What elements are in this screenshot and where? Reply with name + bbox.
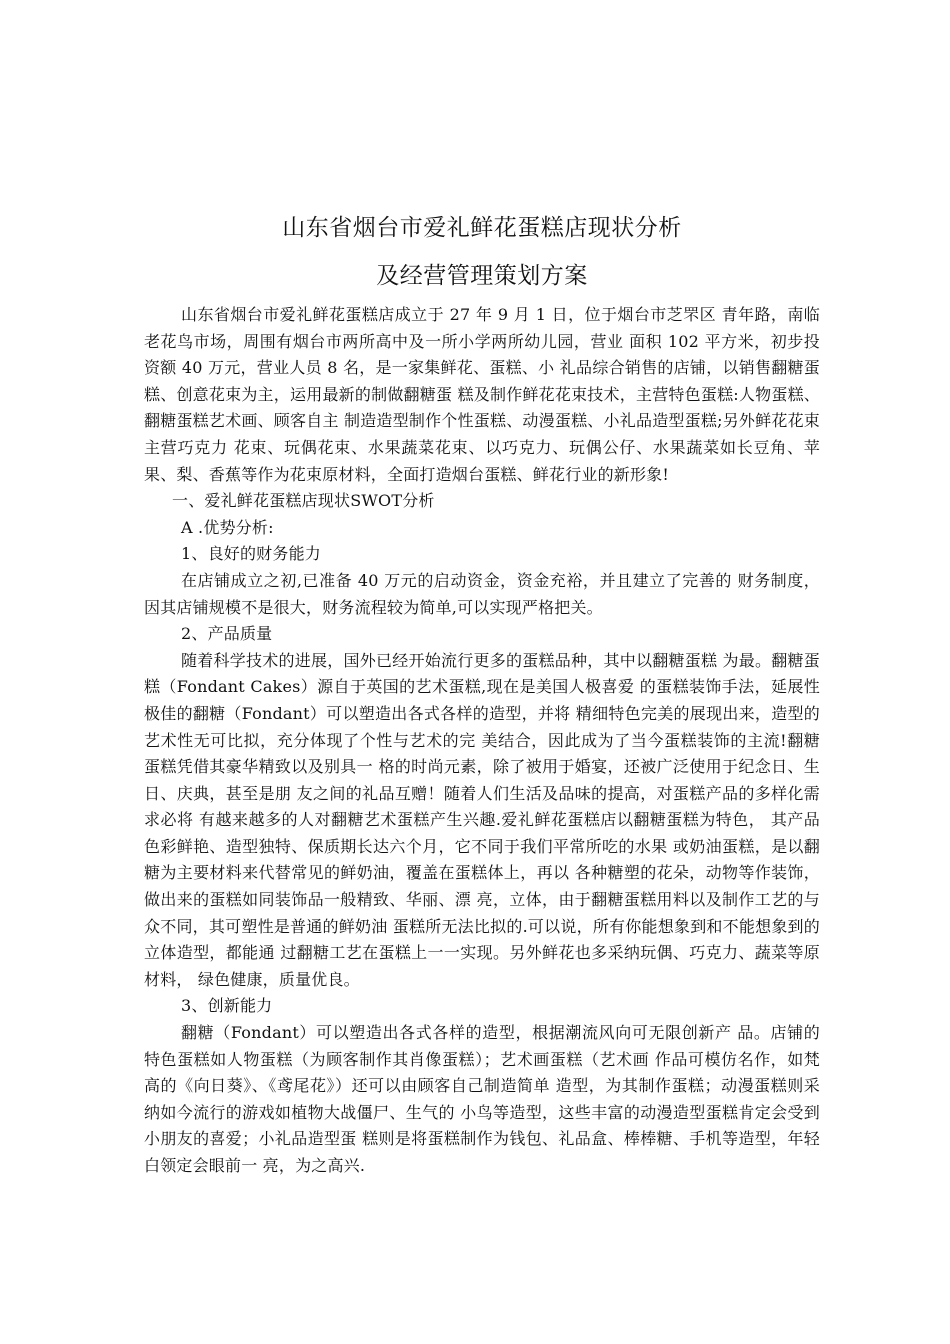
section-a-heading: A .优势分析: [181,517,274,537]
item3-heading: 3、创新能力 [181,996,273,1016]
section1-heading: 一、爱礼鲜花蛋糕店现状SWOT分析 [172,491,435,511]
item1-paragraph: 在店铺成立之初,已准备 40 万元的启动资金，资金充裕，并且建立了完善的 财务制度，因其店铺规模不是很大，财务流程较为简单,可以实现严格把关。 [144,570,820,617]
item3-paragraph: 翻糖（Fondant）可以塑造出各式各样的造型，根据潮流风向可无限创新产 品。店铺的特色蛋糕如人物蛋糕（为顾客制作其肖像蛋糕）；艺术画蛋糕（艺术画 作品可模仿名作，如梵高的《向日葵》、《鸢尾花》）还可以由顾客自己制造简单 造型，为其制作蛋糕；动漫蛋糕则采纳如今流行的游戏如植物大战僵尸、生气的 小鸟等造型，这些丰富的动漫造型蛋糕肯定会受到小朋友的喜爱；小礼品造型蛋 糕则是将蛋糕制作为钱包、礼品盒、棒棒糖、手机等造型，年轻白领定会眼前一 亮，为之高兴. [144,1023,820,1175]
document-title-line1: 山东省烟台市爱礼鲜花蛋糕店现状分析 [282,215,682,241]
document-body [144,214,820,1180]
document-title-line2: 及经营管理策划方案 [376,263,588,289]
item2-paragraph: 随着科学技术的进展，国外已经开始流行更多的蛋糕品种，其中以翻糖蛋糕 为最。翻糖蛋糕（Fondant Cakes）源自于英国的艺术蛋糕,现在是美国人极喜爱 的蛋糕装饰手法，延展性极佳的翻糖（Fondant）可以塑造出各式各样的造型，并将 精细特色完美的展现出来，造型的艺术性无可比拟，充分体现了个性与艺术的完 美结合，因此成为了当今蛋糕装饰的主流!翻糖蛋糕凭借其豪华精致以及别具一 格的时尚元素，除了被用于婚宴，还被广泛使用于纪念日、生日、庆典，甚至是朋 友之间的礼品互赠！随着人们生活及品味的提高，对蛋糕产品的多样化需求必将 有越来越多的人对翻糖艺术蛋糕产生兴趣.爱礼鲜花蛋糕店以翻糖蛋糕为特色， 其产品色彩鲜艳、造型独特、保质期长达六个月，它不同于我们平常所吃的水果 或奶油蛋糕，是以翻糖为主要材料来代替常见的鲜奶油，覆盖在蛋糕体上，再以 各种糖塑的花朵，动物等作装饰，做出来的蛋糕如同装饰品一般精致、华丽、漂 亮，立体，由于翻糖蛋糕用料以及制作工艺的与众不同，其可塑性是普通的鲜奶油 蛋糕所无法比拟的.可以说，所有你能想象到和不能想象到的立体造型，都能通 过翻糖工艺在蛋糕上一一实现。另外鲜花也多采纳玩偶、巧克力、蔬菜等原材料， 绿色健康，质量优良。 [144,650,820,989]
item1-heading: 1、良好的财务能力 [181,544,321,564]
item2-heading: 2、产品质量 [181,624,273,644]
intro-paragraph: 山东省烟台市爱礼鲜花蛋糕店成立于 27 年 9 月 1 日，位于烟台市芝罘区 青年路，南临老花鸟市场，周围有烟台市两所高中及一所小学两所幼儿园，营业 面积 102 平方米，初步投资额 40 万元，营业人员 8 名，是一家集鲜花、蛋糕、小 礼品综合销售的店铺，以销售翻糖蛋糕、创意花束为主，运用最新的制做翻糖蛋 糕及制作鲜花花束技术，主营特色蛋糕:人物蛋糕、翻糖蛋糕艺术画、顾客自主 制造造型制作个性蛋糕、动漫蛋糕、小礼品造型蛋糕;另外鲜花花束主营巧克力 花束、玩偶花束、水果蔬菜花束、以巧克力、玩偶公仔、水果蔬菜如长豆角、苹 果、梨、香蕉等作为花束原材料，全面打造烟台蛋糕、鲜花行业的新形象! [144,305,820,484]
